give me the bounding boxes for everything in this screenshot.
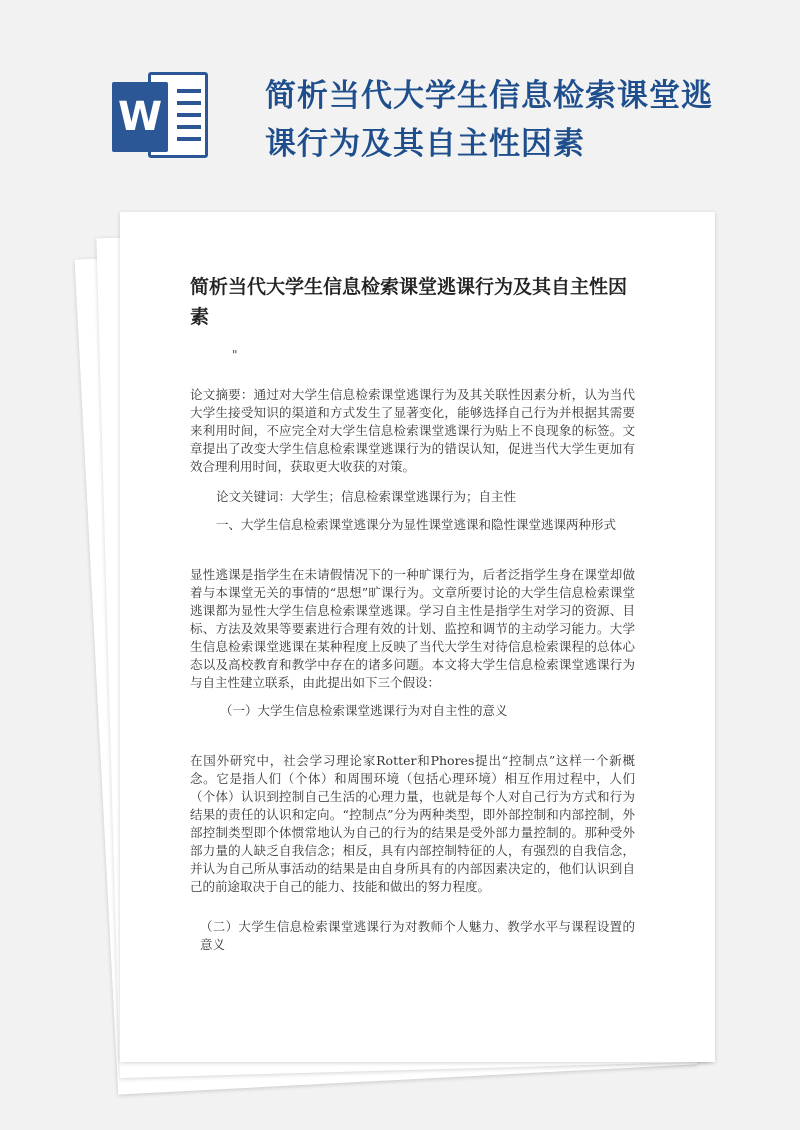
word-icon	[112, 72, 212, 162]
abstract-paragraph: 论文摘要：通过对大学生信息检索课堂逃课行为及其关联性因素分析，认为当代大学生接受知识的渠道和方式发生了显著变化，能够选择自己行为并根据其需要来利用时间，不应完全对大学生信息检索课堂逃课行为贴上不良现象的标签。文章提出了改变大学生信息检索课堂逃课行为的错误认知，促进当代大学生更加有效合理利用时间，获取更大收获的对策。	[190, 387, 635, 474]
body-paragraph: 显性逃课是指学生在未请假情况下的一种旷课行为，后者泛指学生身在课堂却做着与本课堂无关的事情的“思想”旷课行为。文章所要讨论的大学生信息检索课堂逃课都为显性大学生信息检索课堂逃课。学习自主性是指学生对学习的资源、目标、方法及效果等要素进行合理有效的计划、监控和调节的主动学习能力。大学生信息检索课堂逃课在某种程度上反映了当代大学生对待信息检索课程的总体心态以及高校教育和教学中存在的诸多问题。本文将大学生信息检索课堂逃课行为与自主性建立联系，由此提出如下三个假设：	[190, 567, 635, 690]
page-header	[0, 0, 800, 215]
document-title: 简析当代大学生信息检索课堂逃课行为及其自主性因素	[190, 276, 628, 328]
body-paragraph: 在国外研究中，社会学习理论家Rotter和Phores提出“控制点”这样一个新概念。它是指人们（个体）和周围环境（包括心理环境）相互作用过程中，人们（个体）认识到控制自己生活的心理力量，也就是每个人对自己行为方式和行为结果的责任的认识和定向。“控制点”分为两种类型，即外部控制和内部控制，外部控制类型即个体惯常地认为自己的行为的结果是受外部力量控制的。那种受外部力量的人缺乏自我信念；相反，具有内部控制特征的人，有强烈的自我信念，并认为自己所从事活动的结果是由自身所具有的内部因素决定的，他们认识到自己的前途取决于自己的能力、技能和做出的努力程度。	[190, 753, 635, 894]
header-title: 简析当代大学生信息检索课堂逃课行为及其自主性因素	[265, 78, 713, 162]
keywords-paragraph: 论文关键词：大学生；信息检索课堂逃课行为；自主性	[216, 489, 517, 504]
document-content	[190, 272, 635, 954]
subsection-heading: （一）大学生信息检索课堂逃课行为对自主性的意义	[220, 703, 508, 718]
word-letter: W	[112, 82, 168, 152]
subsection-heading: （二）大学生信息检索课堂逃课行为对教师个人魅力、教学水平与课程设置的意义	[200, 919, 635, 952]
section-heading: 一、大学生信息检索课堂逃课分为显性课堂逃课和隐性课堂逃课两种形式	[216, 517, 617, 532]
document-page	[120, 212, 715, 1062]
quote-mark: "	[232, 348, 238, 362]
